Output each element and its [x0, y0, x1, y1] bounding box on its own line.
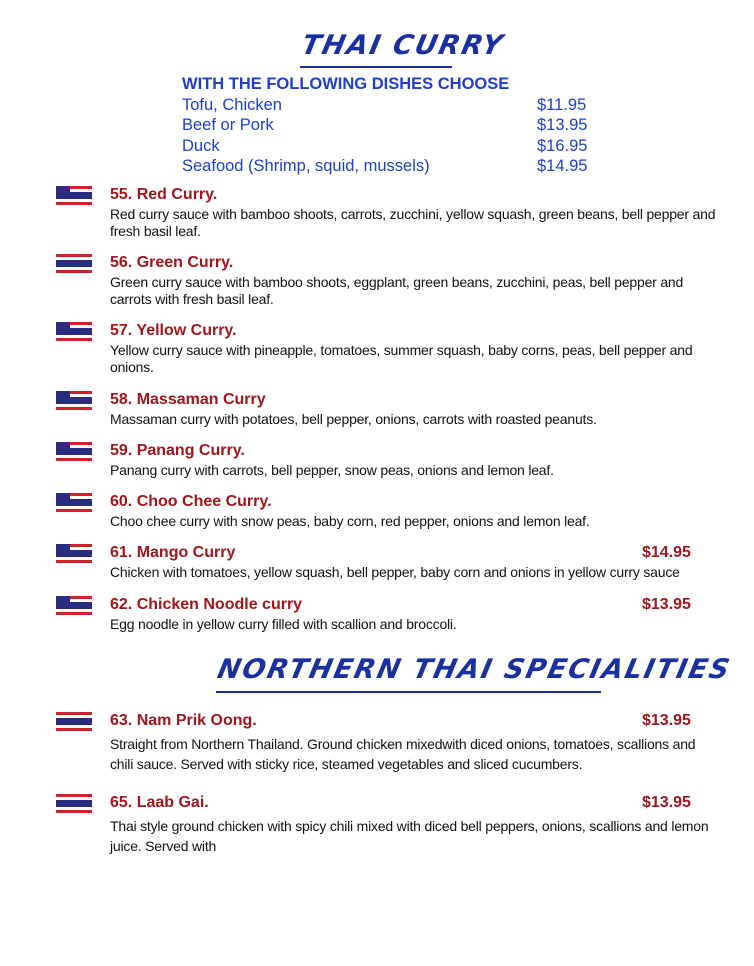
protein-option-label: Beef or Pork	[182, 116, 274, 134]
item-description: Straight from Northern Thailand. Ground chicken mixedwith diced onions, tomatoes, scallions and chili sauce. Served with sticky rice, steamed vegetables and sliced cucumbers.	[110, 736, 696, 772]
flag-icon	[56, 322, 92, 343]
item-name: 62. Chicken Noodle curry	[110, 596, 303, 613]
item-name: 61. Mango Curry	[110, 544, 236, 561]
item-price: $13.95	[642, 596, 691, 613]
item-price: $13.95	[642, 794, 691, 811]
protein-option	[182, 116, 592, 136]
item-description: Red curry sauce with bamboo shoots, carrots, zucchini, yellow squash, green beans, bell pepper and fresh basil leaf.	[110, 206, 716, 239]
item-name: 63. Nam Prik Oong.	[110, 712, 257, 729]
choose-heading: WITH THE FOLLOWING DISHES CHOOSE	[182, 75, 510, 93]
section-title-northern-thai: NORTHERN THAI SPECIALITIES	[214, 654, 735, 685]
item-description: Panang curry with carrots, bell pepper, snow peas, onions and lemon leaf.	[110, 462, 554, 478]
item-price: $13.95	[642, 712, 691, 729]
item-description: Chicken with tomatoes, yellow squash, bell pepper, baby corn and onions in yellow curry sauce	[110, 564, 680, 580]
title-underline	[300, 66, 452, 68]
item-description: Yellow curry sauce with pineapple, tomatoes, summer squash, baby corns, peas, bell pepper and onions.	[110, 342, 693, 375]
item-description: Massaman curry with potatoes, bell pepper, onions, carrots with roasted peanuts.	[110, 411, 597, 427]
section-title-thai-curry: THAI CURRY	[298, 30, 508, 61]
item-name: 56. Green Curry.	[110, 254, 234, 271]
item-name: 65. Laab Gai.	[110, 794, 209, 811]
flag-icon	[56, 254, 92, 275]
protein-option-price: $16.95	[537, 137, 588, 155]
item-name: 58. Massaman Curry	[110, 391, 266, 408]
protein-option-label: Duck	[182, 137, 220, 155]
flag-icon	[56, 794, 92, 815]
flag-icon	[56, 544, 92, 565]
flag-icon	[56, 712, 92, 733]
flag-icon	[56, 493, 92, 514]
protein-option	[182, 157, 592, 177]
flag-icon	[56, 186, 92, 207]
item-description: Green curry sauce with bamboo shoots, eggplant, green beans, zucchini, peas, bell pepper and carrots with fresh basil leaf.	[110, 274, 684, 307]
protein-option	[182, 96, 592, 116]
item-name: 55. Red Curry.	[110, 186, 218, 203]
protein-option-label: Seafood (Shrimp, squid, mussels)	[182, 157, 430, 175]
protein-option-price: $11.95	[537, 96, 587, 114]
item-description: Egg noodle in yellow curry filled with scallion and broccoli.	[110, 616, 457, 632]
item-name: 60. Choo Chee Curry.	[110, 493, 272, 510]
flag-icon	[56, 442, 92, 463]
flag-icon	[56, 596, 92, 617]
title-underline	[216, 691, 601, 693]
protein-option-price: $13.95	[537, 116, 588, 134]
item-description: Thai style ground chicken with spicy chili mixed with diced bell peppers, onions, scallions and lemon juice. Served with	[110, 818, 709, 854]
flag-icon	[56, 391, 92, 412]
item-price: $14.95	[642, 544, 691, 561]
item-name: 57. Yellow Curry.	[110, 322, 237, 339]
item-name: 59. Panang Curry.	[110, 442, 245, 459]
protein-option-label: Tofu, Chicken	[182, 96, 282, 114]
item-description: Choo chee curry with snow peas, baby corn, red pepper, onions and lemon leaf.	[110, 513, 590, 529]
protein-option-price: $14.95	[537, 157, 588, 175]
protein-option	[182, 137, 592, 157]
